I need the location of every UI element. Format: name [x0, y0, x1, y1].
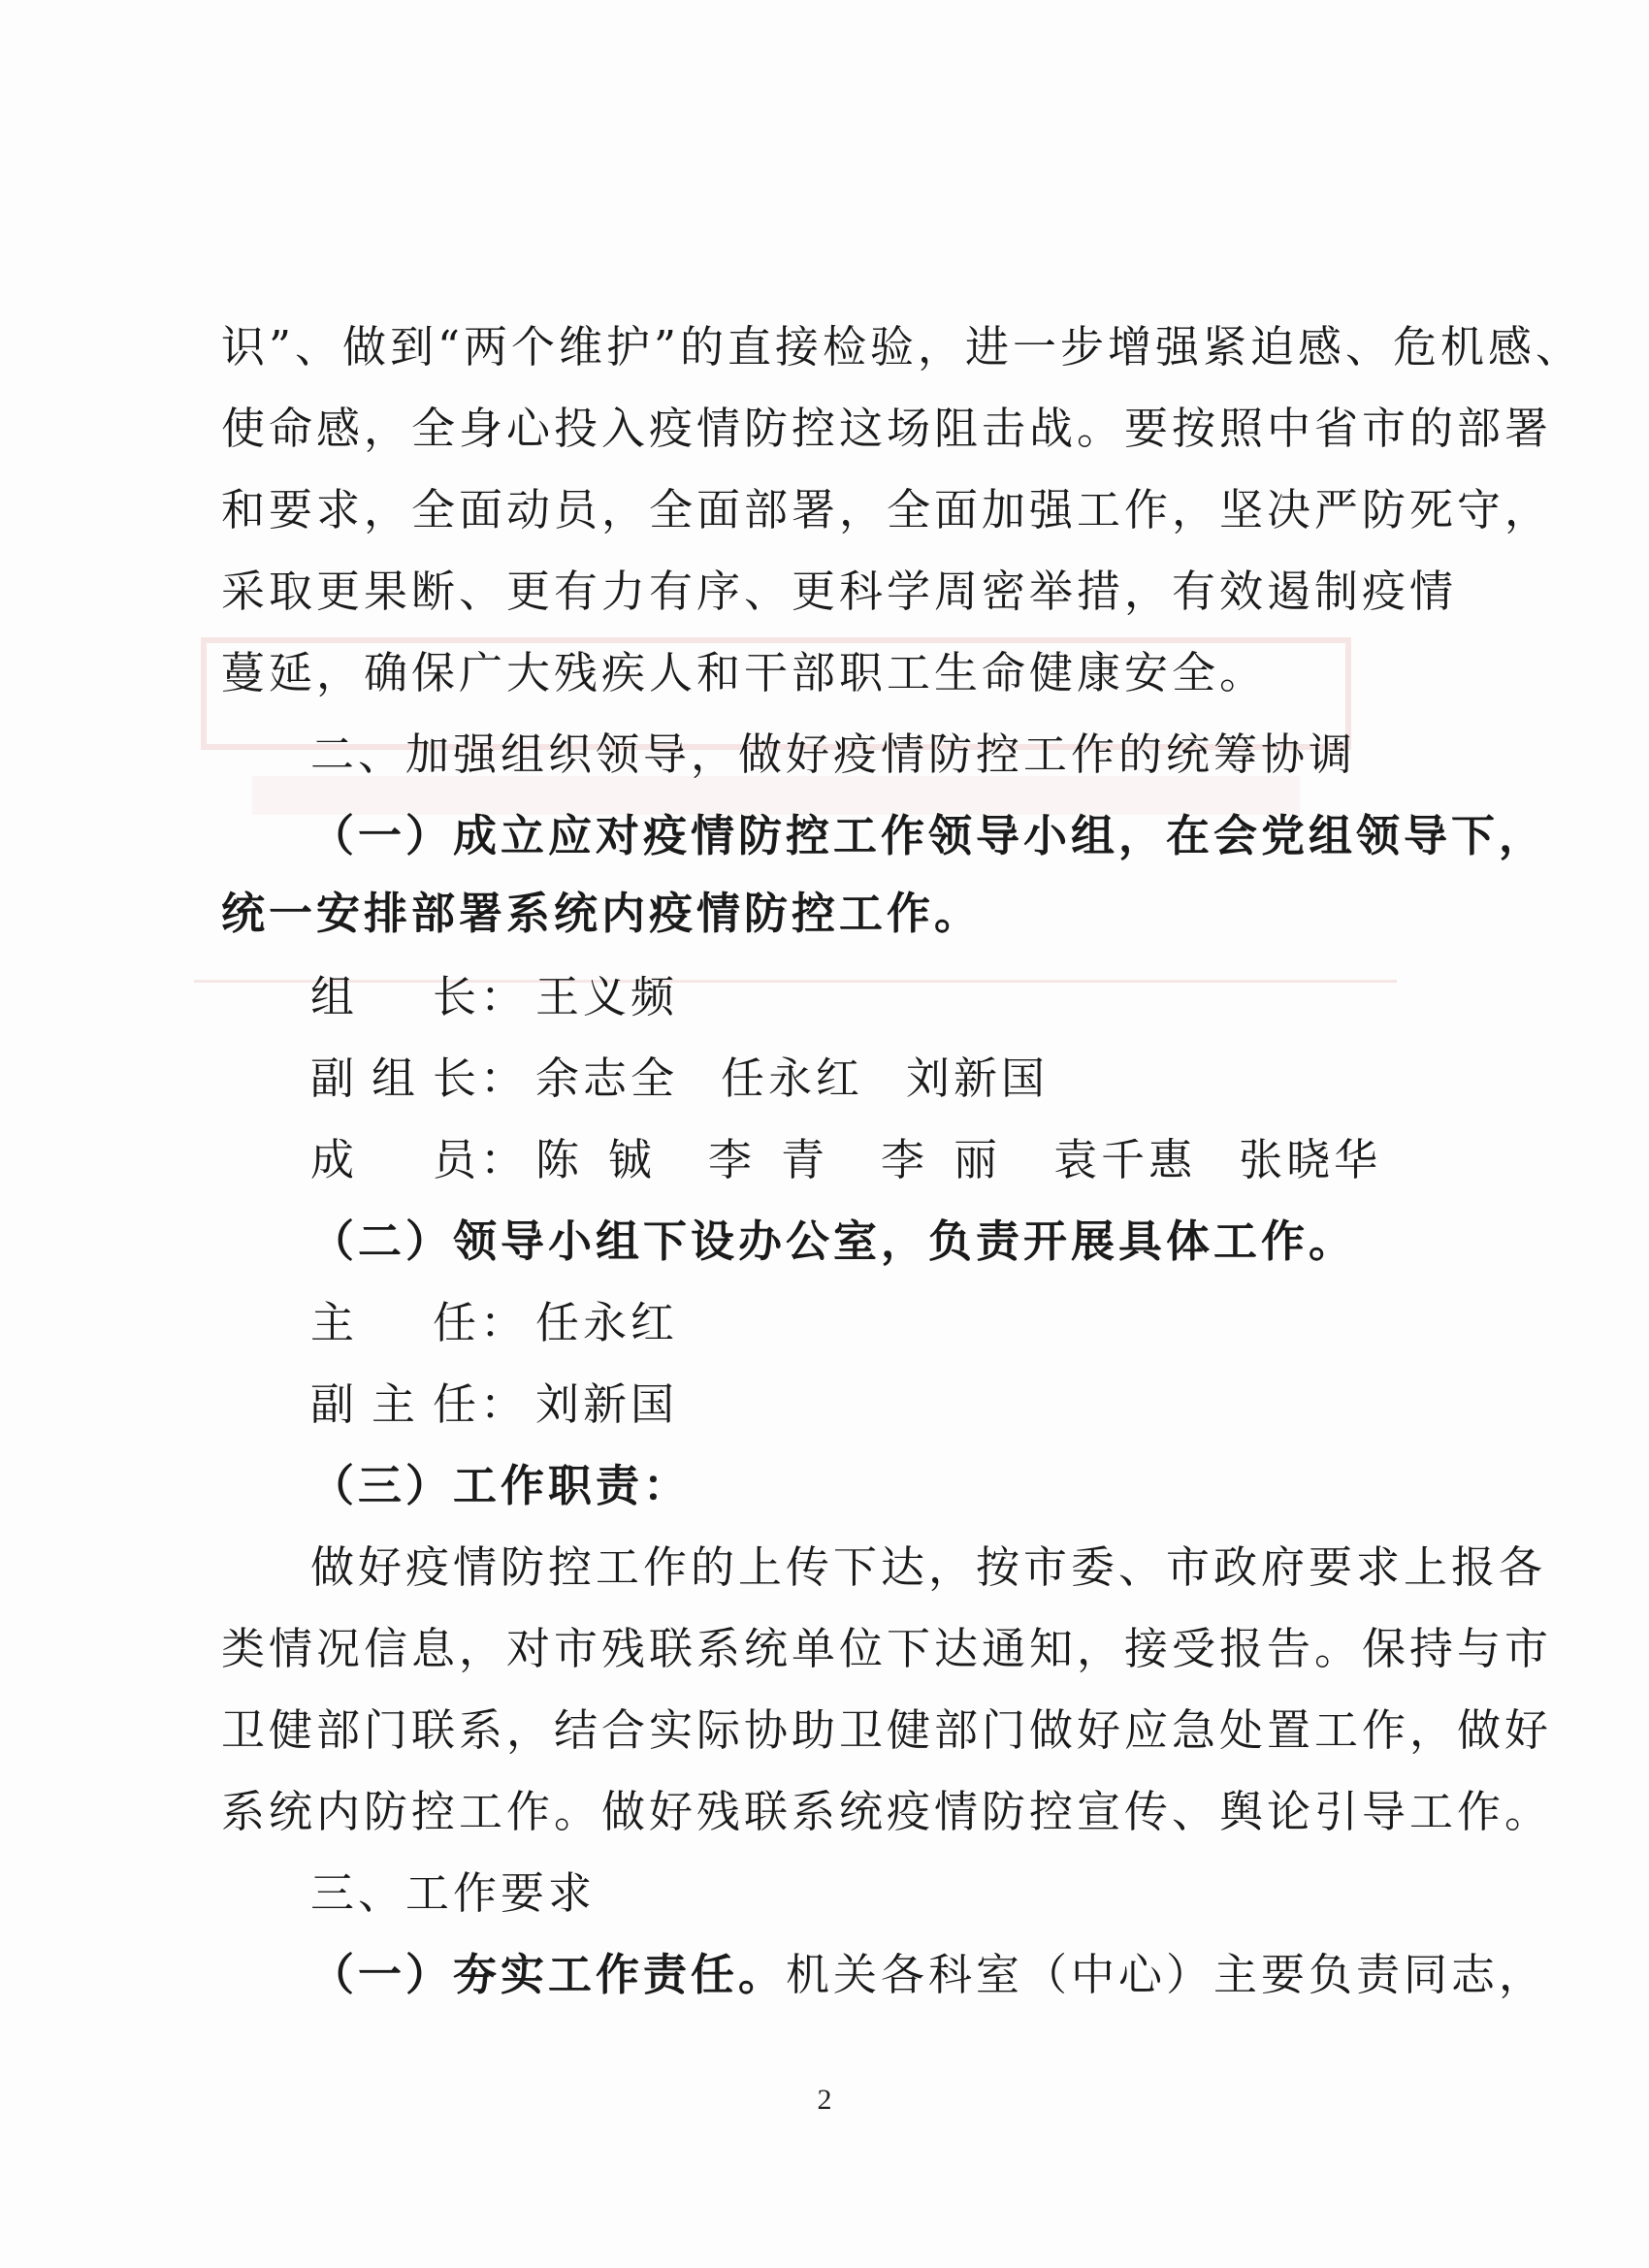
member-name-2: 李青	[708, 1134, 855, 1185]
deputy-director-row	[310, 1376, 721, 1434]
duties-line-2: 类情况信息，对市残联系统单位下达通知，接受报告。保持与市	[221, 1623, 1553, 1674]
member-name-1: 陈铖	[535, 1134, 682, 1185]
leader-row	[310, 968, 721, 1026]
deputy-leader-colon: ：	[480, 1053, 525, 1104]
duties-line-4: 系统内防控工作。做好残联系统疫情防控宣传、舆论引导工作。	[221, 1786, 1553, 1837]
requirement-1-line	[310, 1946, 1546, 2004]
deputy-leader-name-1: 余志全	[535, 1053, 679, 1104]
item-1-line-2: 统一安排部署系统内疫情防控工作。	[221, 888, 983, 939]
item-3: （三）工作职责：	[310, 1460, 692, 1511]
item-2: （二）领导小组下设办公室，负责开展具体工作。	[310, 1215, 1357, 1267]
body-line-5: 蔓延，确保广大残疾人和干部职工生命健康安全。	[221, 647, 1268, 698]
body-line-3: 和要求，全面动员，全面部署，全面加强工作，坚决严防死守，	[221, 484, 1553, 535]
leader-role: 组长	[310, 971, 480, 1022]
member-name-3: 李丽	[881, 1134, 1027, 1185]
deputy-leader-name-3: 刘新国	[906, 1053, 1050, 1104]
deputy-director-colon: ：	[480, 1378, 525, 1430]
deputy-director-role: 副主任	[310, 1378, 480, 1430]
director-colon: ：	[480, 1297, 525, 1348]
page-number: 2	[817, 2084, 832, 2116]
section-3-heading: 三、工作要求	[310, 1867, 597, 1919]
deputy-director-name: 刘新国	[535, 1378, 679, 1430]
duties-line-3: 卫健部门联系，结合实际协助卫健部门做好应急处置工作，做好	[221, 1704, 1553, 1756]
deputy-leader-row	[310, 1050, 1091, 1108]
body-line-4: 采取更果断、更有力有序、更科学周密举措，有效遏制疫情	[221, 566, 1458, 617]
member-name-4: 袁千惠	[1053, 1134, 1197, 1185]
director-role: 主任	[310, 1297, 480, 1348]
duties-line-1: 做好疫情防控工作的上传下达，按市委、市政府要求上报各	[310, 1541, 1547, 1593]
body-line-2: 使命感，全身心投入疫情防控这场阻击战。要按照中省市的部署	[221, 403, 1553, 454]
director-name: 任永红	[535, 1297, 679, 1348]
leader-colon: ：	[480, 971, 525, 1022]
deputy-leader-role: 副组长	[310, 1053, 480, 1104]
item-1-line-1: （一）成立应对疫情防控工作领导小组，在会党组领导下，	[310, 810, 1547, 861]
members-colon: ：	[480, 1134, 525, 1185]
member-name-5: 张晓华	[1239, 1134, 1382, 1185]
requirement-1-title: （一）夯实工作责任。	[310, 1949, 787, 2000]
leader-name: 王义频	[535, 971, 679, 1022]
members-row	[310, 1131, 1424, 1189]
director-row	[310, 1294, 721, 1352]
members-role: 成员	[310, 1134, 480, 1185]
requirement-1-text: 机关各科室（中心）主要负责同志，	[786, 1949, 1547, 2000]
deputy-leader-name-2: 任永红	[721, 1053, 864, 1104]
section-2-heading: 二、加强组织领导，做好疫情防控工作的统筹协调	[310, 729, 1357, 780]
body-line-1: 识”、做到“两个维护”的直接检验，进一步增强紧迫感、危机感、	[221, 321, 1584, 373]
